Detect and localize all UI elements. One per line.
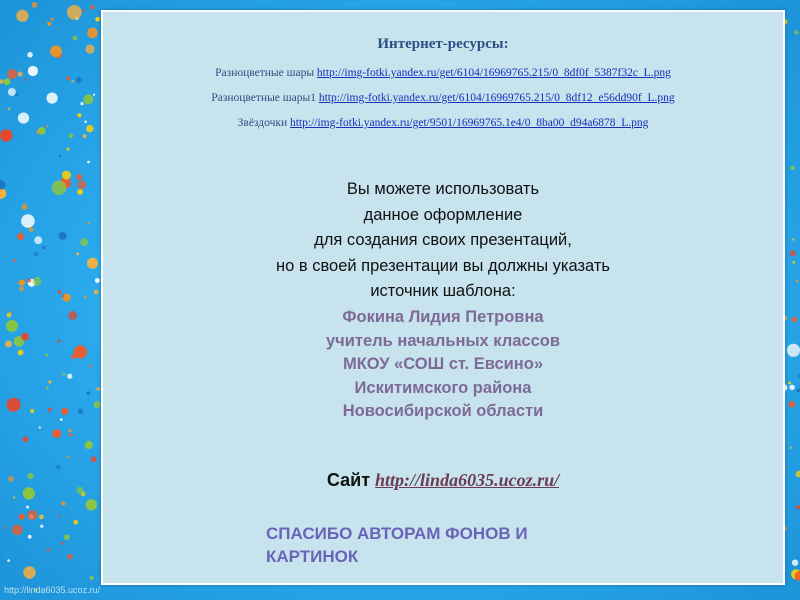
site-link[interactable]: http://linda6035.ucoz.ru/ (375, 470, 560, 490)
confetti-dot (68, 311, 77, 320)
confetti-dot (796, 389, 800, 393)
confetti-dot (91, 5, 95, 9)
confetti-dot (13, 496, 15, 498)
confetti-dot (48, 408, 52, 412)
confetti-dot (85, 45, 94, 54)
resource-link[interactable]: http://img-fotki.yandex.ru/get/6104/16969765.215/0_8df12_e56dd90f_L.png (318, 92, 675, 104)
confetti-dot (789, 446, 792, 449)
confetti-dot (27, 473, 33, 479)
confetti-dot (27, 279, 31, 283)
confetti-dot (67, 5, 82, 20)
resources-title: Интернет-ресурсы: (377, 36, 509, 52)
confetti-dot (67, 374, 72, 379)
confetti-dot (30, 409, 34, 413)
confetti-dot (68, 133, 73, 138)
confetti-dot (46, 387, 49, 390)
author-line: МКОУ «СОШ ст. Евсино» (342, 355, 544, 373)
confetti-dot (80, 238, 88, 246)
confetti-dot (19, 279, 25, 285)
confetti-dot (47, 548, 50, 551)
confetti-dot (85, 441, 93, 449)
watermark: http://linda6035.ucoz.ru/ (4, 585, 101, 595)
confetti-dot (86, 391, 90, 395)
confetti-dot (76, 77, 82, 83)
confetti-dot (73, 520, 78, 525)
thanks-text (266, 522, 586, 568)
confetti-dot (61, 408, 68, 415)
confetti-dot (46, 125, 48, 127)
confetti-dot (19, 286, 24, 291)
confetti-dot (33, 277, 42, 286)
confetti-dot (0, 188, 6, 199)
confetti-dot (47, 22, 51, 26)
confetti-dot (87, 161, 90, 164)
confetti-dot (84, 296, 86, 298)
confetti-dot (87, 258, 98, 269)
confetti-dot (68, 429, 71, 432)
confetti-dot (42, 246, 45, 249)
author-line: Фокина Лидия Петровна (342, 308, 544, 326)
thanks-line: СПАСИБО АВТОРАМ ФОНОВ И (266, 524, 528, 543)
confetti-dot (7, 69, 17, 79)
confetti-dot (788, 382, 791, 385)
site-line (193, 470, 693, 491)
confetti-dot (66, 76, 70, 80)
author-line: учитель начальных классов (326, 331, 560, 350)
usage-note-line: источник шаблона: (370, 282, 516, 300)
confetti-dot (76, 487, 83, 494)
confetti-dot (23, 487, 35, 499)
confetti-dot (86, 499, 97, 510)
resource-label: Звёздочки (237, 117, 288, 129)
resource-link[interactable]: http://img-fotki.yandex.ru/get/6104/16969765.215/0_8df0f_5387f32c_L.png (316, 67, 671, 79)
confetti-dot (13, 259, 16, 262)
usage-note-line: для создания своих презентаций, (314, 231, 572, 249)
confetti-dot (796, 471, 800, 478)
confetti-dot (94, 401, 101, 408)
confetti-dot (18, 71, 23, 76)
confetti-dot (89, 364, 92, 367)
confetti-dot (62, 171, 71, 180)
confetti-dot (791, 166, 795, 170)
confetti-dot (95, 278, 100, 283)
confetti-dot (58, 340, 61, 343)
confetti-dot (59, 232, 67, 240)
confetti-dot (90, 576, 94, 580)
usage-note-line: Вы можете использовать (346, 180, 540, 198)
confetti-dot (0, 129, 12, 141)
confetti-dot (77, 189, 83, 195)
confetti-dot (67, 456, 70, 459)
confetti-dot (52, 180, 67, 195)
confetti-dot (790, 250, 796, 256)
confetti-dot (58, 515, 60, 517)
confetti-dot (792, 317, 797, 322)
confetti-dot (71, 354, 76, 359)
confetti-dot (24, 79, 26, 81)
confetti-dot (87, 28, 98, 39)
confetti-dot (78, 409, 84, 415)
confetti-dot (5, 526, 7, 528)
confetti-dot (40, 525, 43, 528)
resource-label: Разноцветные шары1 (211, 92, 316, 104)
confetti-dot (97, 387, 101, 391)
confetti-dot (61, 502, 65, 506)
author-line: Искитимского района (354, 378, 532, 397)
confetti-dot (50, 18, 53, 21)
confetti-dot (789, 385, 794, 390)
confetti-dot (83, 134, 87, 138)
confetti-dot (77, 113, 81, 117)
confetti-dot (27, 52, 33, 58)
confetti-dot (0, 79, 4, 83)
usage-note (193, 177, 693, 305)
confetti-dot (59, 154, 62, 157)
resource-label: Разноцветные шары (215, 67, 315, 79)
confetti-dot (67, 554, 73, 560)
confetti-dot (17, 233, 24, 240)
confetti-dot (94, 290, 99, 295)
confetti-dot (58, 290, 62, 294)
confetti-dot (18, 113, 29, 124)
confetti-dot (12, 525, 23, 536)
confetti-dot (91, 456, 97, 462)
confetti-dot (32, 2, 38, 8)
confetti-dot (56, 465, 60, 469)
confetti-dot (76, 174, 82, 180)
confetti-dot (83, 94, 93, 104)
confetti-dot (16, 10, 28, 22)
confetti-dot (78, 180, 87, 189)
confetti-dot (62, 295, 65, 298)
confetti-dot (18, 350, 24, 356)
confetti-dot (9, 311, 12, 314)
content-panel (101, 10, 785, 585)
confetti-dot (8, 476, 14, 482)
confetti-dot (93, 94, 95, 96)
confetti-dot (39, 515, 44, 520)
confetti-dot (794, 30, 798, 34)
confetti-dot (71, 80, 74, 83)
confetti-dot (83, 10, 86, 13)
confetti-dot (7, 398, 21, 412)
confetti-dot (87, 222, 90, 225)
confetti-dot (792, 261, 795, 264)
resource-link[interactable]: http://img-fotki.yandex.ru/get/9501/16969765.1e4/0_8ba00_d94a6878_L.png (289, 117, 649, 129)
confetti-dot (34, 252, 38, 256)
confetti-dot (61, 542, 64, 545)
confetti-dot (84, 120, 87, 123)
confetti-dot (0, 180, 6, 189)
confetti-dot (80, 102, 83, 105)
confetti-dot (37, 131, 40, 134)
confetti-dot (48, 380, 51, 383)
resource-item (103, 92, 783, 104)
confetti-dot (21, 333, 29, 341)
confetti-dot (45, 354, 48, 357)
confetti-dot (797, 505, 800, 509)
author-line: Новосибирской области (342, 402, 544, 420)
confetti-dot (26, 506, 29, 509)
confetti-dot (15, 93, 18, 96)
confetti-dot (792, 560, 798, 566)
resource-item (103, 67, 783, 79)
confetti-dot (796, 280, 799, 283)
confetti-dot (6, 320, 18, 332)
confetti-dot (47, 93, 58, 104)
usage-note-line: данное оформление (363, 205, 523, 224)
usage-note-line: но в своей презентации вы должны указать (275, 256, 611, 275)
confetti-dot (69, 433, 72, 436)
confetti-dot (73, 36, 78, 41)
confetti-dot (5, 341, 12, 348)
confetti-dot (23, 566, 35, 578)
confetti-dot (19, 514, 25, 520)
confetti-dot (7, 559, 10, 562)
confetti-dot (67, 148, 70, 151)
resource-item (103, 117, 783, 129)
confetti-dot (23, 436, 29, 442)
confetti-dot (38, 127, 46, 135)
confetti-dot (21, 214, 35, 228)
confetti-dot (95, 17, 100, 22)
confetti-dot (789, 401, 796, 408)
confetti-dot (62, 373, 65, 376)
confetti-dot (50, 45, 62, 57)
confetti-dot (39, 426, 41, 428)
confetti-dot (22, 204, 28, 210)
confetti-dot (86, 125, 93, 132)
author-block (193, 306, 693, 424)
confetti-dot (792, 238, 794, 240)
confetti-dot (8, 88, 16, 96)
site-label: Сайт (326, 470, 371, 490)
confetti-dot (28, 535, 32, 539)
confetti-dot (34, 236, 42, 244)
confetti-dot (76, 252, 79, 255)
confetti-dot (4, 78, 11, 85)
confetti-dot (52, 429, 61, 438)
confetti-dot (29, 227, 34, 232)
confetti-dot (64, 534, 70, 540)
confetti-dot (63, 294, 71, 302)
confetti-dot (27, 510, 37, 520)
confetti-dot (28, 66, 38, 76)
thanks-line: КАРТИНОК (266, 547, 359, 566)
confetti-dot (787, 344, 800, 357)
confetti-dot (60, 418, 63, 421)
confetti-dot (8, 108, 11, 111)
